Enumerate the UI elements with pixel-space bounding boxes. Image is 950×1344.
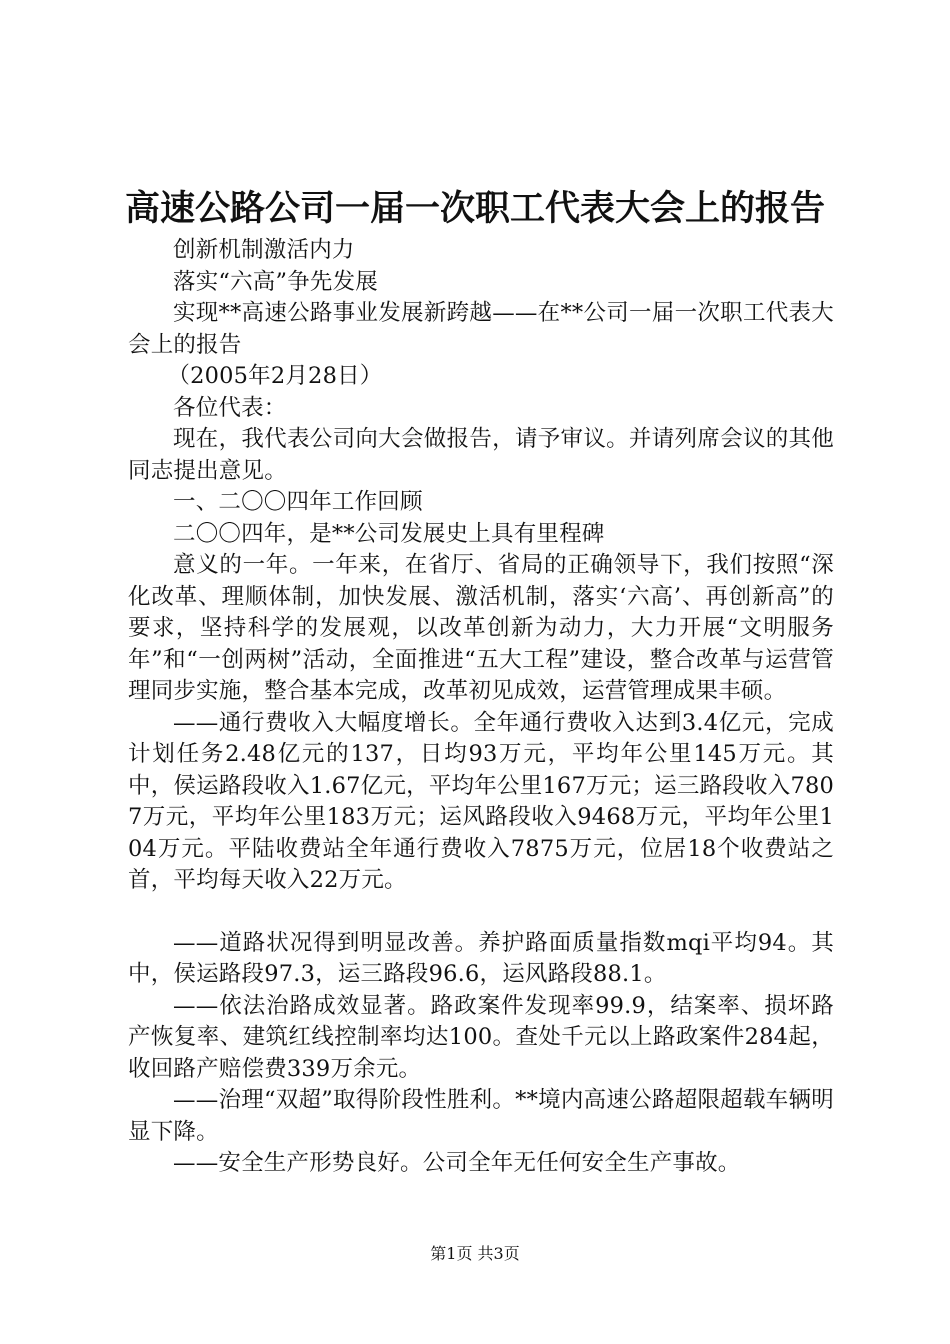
- salutation: 各位代表：: [173, 394, 287, 421]
- page-footer: 第1页 共3页: [430, 1244, 520, 1263]
- paragraph-overload: ——治理“双超”取得阶段性胜利。**境内高速公路超限超载车辆明显下降。: [128, 1087, 834, 1145]
- document-body: [128, 235, 834, 1180]
- subtitle-line-3: 实现**高速公路事业发展新跨越——在**公司一届一次职工代表大会上的报告: [128, 300, 834, 358]
- paragraph: 二〇〇四年，是**公司发展史上具有里程碑: [173, 520, 605, 547]
- document-title: 高速公路公司一届一次职工代表大会上的报告: [124, 188, 825, 229]
- paragraph-toll-income: ——通行费收入大幅度增长。全年通行费收入达到3.4亿元，完成计划任务2.48亿元的137，日均93万元，平均年公里145万元。其中，侯运路段收入1.67亿元，平均年公里167万元；运三路段收入7807万元，平均年公里183万元；运风路段收入9468万元，平均年公里104万元。平陆收费站全年通行费收入7875万元，位居18个收费站之首，平均每天收入22万元。: [128, 709, 834, 893]
- subtitle-line-2: 落实“六高”争先发展: [173, 268, 379, 295]
- section-heading: 一、二〇〇四年工作回顾: [173, 489, 423, 515]
- report-date: （2005年2月28日）: [167, 363, 383, 389]
- paragraph-gap: [128, 897, 834, 928]
- paragraph-road-condition: ——道路状况得到明显改善。养护路面质量指数mqi平均94。其中，侯运路段97.3，运三路段96.6，运风路段88.1。: [128, 929, 834, 987]
- paragraph: 意义的一年。一年来，在省厅、省局的正确领导下，我们按照“深化改革、理顺体制，加快发展、激活机制，落实‘六高’、再创新高”的要求，坚持科学的发展观，以改革创新为动力，大力开展“文明服务年”和“一创两树”活动，全面推进“五大工程”建设，整合改革与运营管理同步实施，整合基本完成，改革初见成效，运营管理成果丰硕。: [128, 552, 834, 704]
- paragraph-safety: ——安全生产形势良好。公司全年无任何安全生产事故。: [173, 1150, 741, 1176]
- subtitle-line-1: 创新机制激活内力: [173, 237, 355, 263]
- paragraph-road-law: ——依法治路成效显著。路政案件发现率99.9，结案率、损坏路产恢复率、建筑红线控制率均达100。查处千元以上路政案件284起，收回路产赔偿费339万余元。: [128, 992, 834, 1082]
- opening-paragraph: 现在，我代表公司向大会做报告，请予审议。并请列席会议的其他同志提出意见。: [128, 426, 834, 484]
